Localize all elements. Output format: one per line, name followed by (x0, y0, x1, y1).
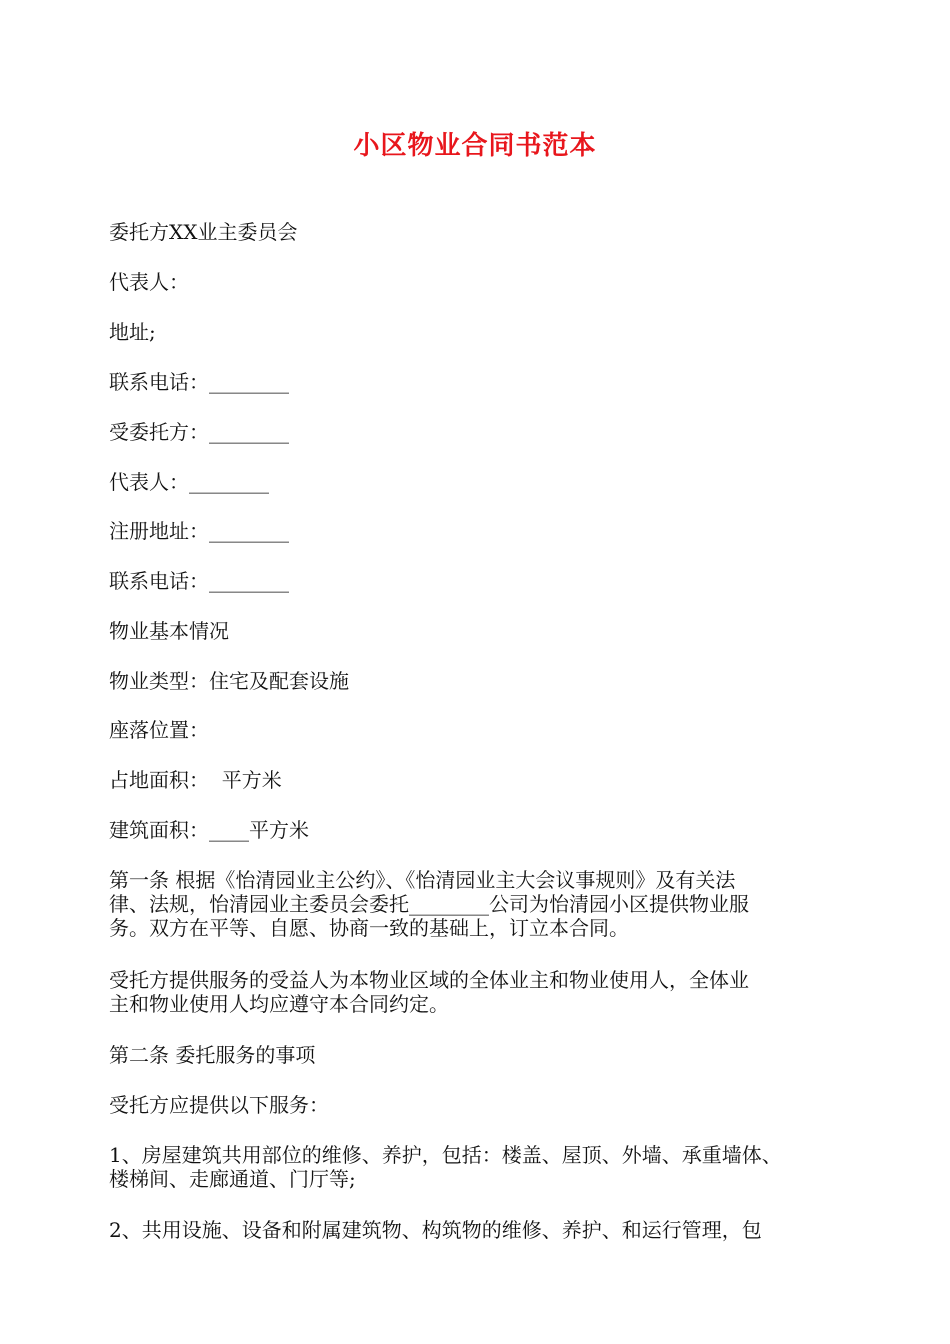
party-a-line: 委托方XX业主委员会 (109, 220, 298, 244)
services-intro-paragraph: 受托方应提供以下服务： (109, 1093, 329, 1117)
party-b-line: 受委托方：________ (109, 420, 289, 444)
party-a-representative-line: 代表人： (109, 270, 189, 294)
party-b-representative-line: 代表人：________ (109, 470, 269, 494)
property-location-line: 座落位置： (109, 718, 209, 742)
land-area-line: 占地面积： 平方米 (109, 768, 282, 792)
service-item-1: 1、房屋建筑共用部位的维修、养护，包括：楼盖、屋顶、外墙、承重墙体、 楼梯间、走廊通道、门厅等; (109, 1143, 782, 1191)
property-heading-line: 物业基本情况 (109, 619, 229, 643)
article-two-heading: 第二条 委托服务的事项 (109, 1043, 316, 1067)
building-area-line: 建筑面积：____平方米 (109, 818, 309, 842)
property-type-line: 物业类型：住宅及配套设施 (109, 669, 349, 693)
party-a-phone-line: 联系电话：________ (109, 370, 289, 394)
article-one-paragraph: 第一条 根据《怡清园业主公约》、《怡清园业主大会议事规则》及有关法 律、法规，怡清园业主委员会委托________公司为怡清园小区提供物业服 务。双方在平等、自愿、协商一致的基础上，订立本合同。 (109, 868, 749, 940)
party-b-address-line: 注册地址：________ (109, 519, 289, 543)
beneficiary-paragraph: 受托方提供服务的受益人为本物业区域的全体业主和物业使用人，全体业 主和物业使用人均应遵守本合同约定。 (109, 968, 749, 1016)
party-a-address-line: 地址; (109, 320, 156, 344)
service-item-2: 2、共用设施、设备和附属建筑物、构筑物的维修、养护、和运行管理，包 (109, 1218, 762, 1242)
party-b-phone-line: 联系电话：________ (109, 569, 289, 593)
document-title: 小区物业合同书范本 (353, 131, 597, 161)
